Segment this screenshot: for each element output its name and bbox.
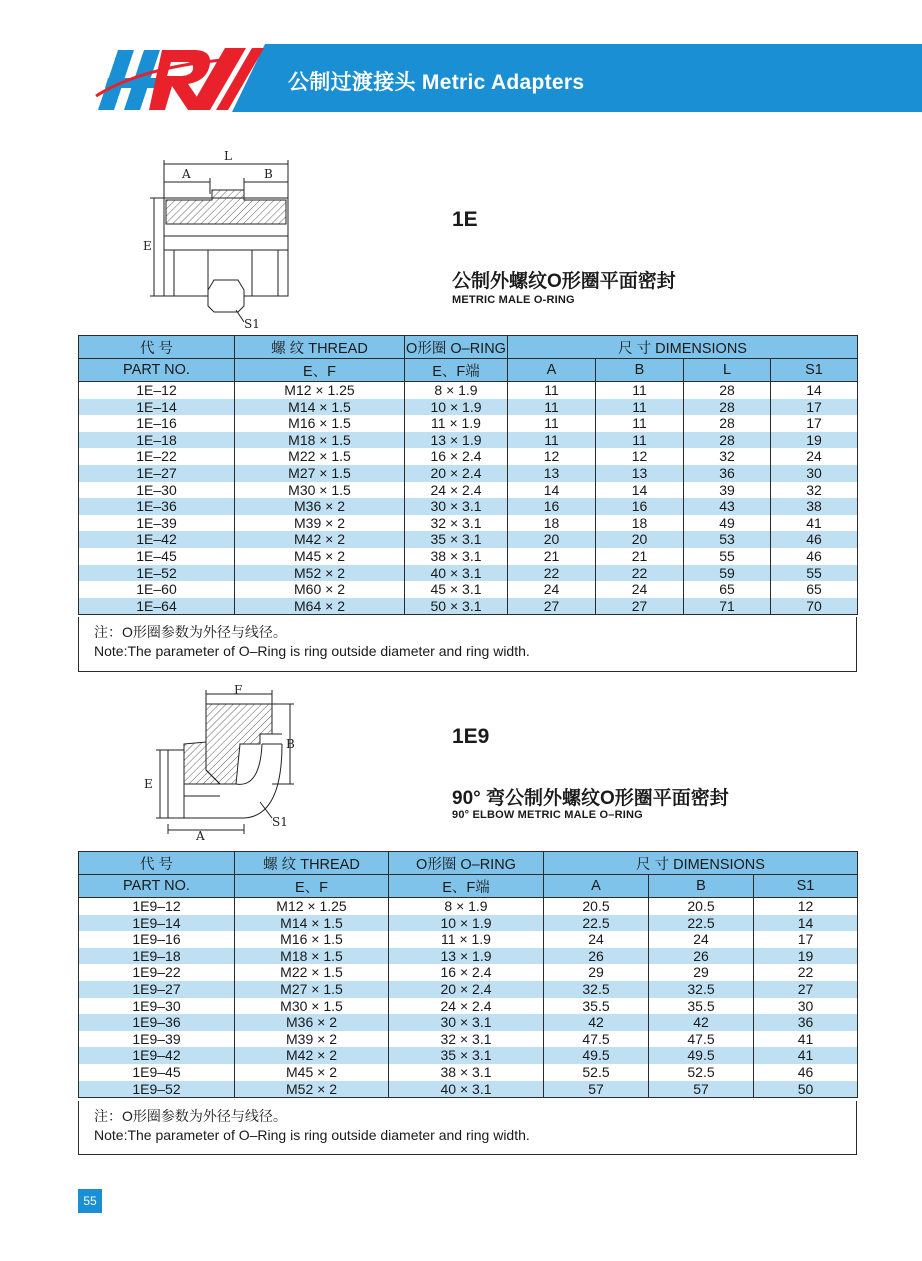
table-cell: 36 [684, 465, 771, 482]
table-cell: 27 [508, 598, 596, 615]
table-cell: 20.5 [544, 898, 649, 915]
table-row [79, 981, 858, 998]
table-cell: 1E–30 [79, 482, 235, 499]
table-cell: 32 [771, 482, 858, 499]
table-row [79, 498, 858, 515]
table-cell: 29 [649, 964, 754, 981]
table-cell: 42 [649, 1014, 754, 1031]
table-cell: 35.5 [544, 998, 649, 1015]
table-cell: 32 × 3.1 [405, 515, 508, 532]
table-cell: 8 × 1.9 [405, 382, 508, 399]
table-cell: M52 × 2 [235, 565, 405, 582]
dim-label-s1: S1 [272, 815, 288, 829]
table-cell: 13 × 1.9 [389, 948, 544, 965]
dim-label-b: B [286, 737, 295, 751]
note-cn-1e: 注：O形圈参数为外径与线径。 [94, 624, 287, 640]
note-en-1e9: Note:The parameter of O–Ring is ring outside diameter and ring width. [94, 1127, 530, 1143]
table-cell: 57 [544, 1081, 649, 1098]
spec-table-1e [78, 335, 858, 615]
table-cell: M45 × 2 [235, 548, 405, 565]
table-cell: 41 [771, 515, 858, 532]
col-header-b: B [649, 875, 754, 898]
table-row [79, 515, 858, 532]
table-cell: 40 × 3.1 [389, 1081, 544, 1098]
table-cell: M36 × 2 [235, 498, 405, 515]
table-cell: 26 [649, 948, 754, 965]
col-header-code: 代 号 [79, 336, 235, 359]
table-cell: M16 × 1.5 [235, 931, 389, 948]
table-row [79, 1031, 858, 1048]
table-cell: 16 [596, 498, 684, 515]
table-cell: 27 [754, 981, 858, 998]
product-name-en-1e: METRIC MALE O-RING [452, 294, 575, 306]
col-header-a: A [544, 875, 649, 898]
table-cell: 47.5 [544, 1031, 649, 1048]
table-cell: 28 [684, 399, 771, 416]
table-cell: 13 × 1.9 [405, 432, 508, 449]
table-cell: 1E–16 [79, 415, 235, 432]
table-row [79, 581, 858, 598]
table-cell: 52.5 [544, 1064, 649, 1081]
table-cell: M39 × 2 [235, 515, 405, 532]
table-cell: 27 [596, 598, 684, 615]
table-cell: 43 [684, 498, 771, 515]
table-cell: 49 [684, 515, 771, 532]
table-cell: M18 × 1.5 [235, 948, 389, 965]
table-cell: 12 [596, 448, 684, 465]
table-cell: 55 [771, 565, 858, 582]
col-header-b: B [596, 359, 684, 382]
table-cell: 50 [754, 1081, 858, 1098]
table-cell: 30 × 3.1 [405, 498, 508, 515]
table-cell: 11 × 1.9 [389, 931, 544, 948]
table-cell: 8 × 1.9 [389, 898, 544, 915]
table-row [79, 915, 858, 932]
table-cell: 14 [596, 482, 684, 499]
col-header-dimensions: 尺 寸 DIMENSIONS [544, 852, 858, 875]
table-cell: 70 [771, 598, 858, 615]
table-cell: 1E–39 [79, 515, 235, 532]
col-header-ef: E、F [235, 875, 389, 898]
col-header-code: 代 号 [79, 852, 235, 875]
table-cell: 1E9–12 [79, 898, 235, 915]
table-row [79, 998, 858, 1015]
table-cell: 14 [771, 382, 858, 399]
table-cell: 17 [754, 931, 858, 948]
table-cell: 45 × 3.1 [405, 581, 508, 598]
col-header-part-no: PART NO. [79, 359, 235, 382]
table-cell: M52 × 2 [235, 1081, 389, 1098]
table-row [79, 432, 858, 449]
table-cell: M14 × 1.5 [235, 915, 389, 932]
table-cell: 1E9–16 [79, 931, 235, 948]
table-cell: 40 × 3.1 [405, 565, 508, 582]
table-cell: 1E–12 [79, 382, 235, 399]
table-cell: 1E–60 [79, 581, 235, 598]
col-header-oring: O形圈 O–RING [405, 336, 508, 359]
table-cell: 11 [508, 432, 596, 449]
table-cell: M42 × 2 [235, 1047, 389, 1064]
table-cell: 14 [754, 915, 858, 932]
table-cell: 28 [684, 382, 771, 399]
table-cell: 1E9–42 [79, 1047, 235, 1064]
col-header-ef-end: E、F端 [389, 875, 544, 898]
table-row [79, 1014, 858, 1031]
table-cell: 46 [771, 531, 858, 548]
table-cell: 11 [508, 415, 596, 432]
dim-label-e: E [143, 239, 152, 253]
table-cell: 22.5 [649, 915, 754, 932]
table-cell: 47.5 [649, 1031, 754, 1048]
dim-label-l: L [224, 150, 232, 163]
table-cell: M22 × 1.5 [235, 448, 405, 465]
dim-label-s1: S1 [244, 317, 260, 331]
table-cell: 53 [684, 531, 771, 548]
table-cell: 24 × 2.4 [389, 998, 544, 1015]
table-cell: 52.5 [649, 1064, 754, 1081]
table-row [79, 898, 858, 915]
table-cell: 41 [754, 1047, 858, 1064]
table-cell: 65 [684, 581, 771, 598]
table-cell: 26 [544, 948, 649, 965]
table-cell: 24 [649, 931, 754, 948]
product-name-en-1e9: 90° ELBOW METRIC MALE O–RING [452, 809, 643, 821]
table-cell: 1E–36 [79, 498, 235, 515]
table-cell: 1E–42 [79, 531, 235, 548]
table-cell: 59 [684, 565, 771, 582]
table-cell: 24 [544, 931, 649, 948]
table-row [79, 415, 858, 432]
table-row [79, 964, 858, 981]
table-row [79, 548, 858, 565]
table-cell: 1E9–22 [79, 964, 235, 981]
table-cell: 55 [684, 548, 771, 565]
table-cell: M12 × 1.25 [235, 898, 389, 915]
table-cell: 13 [596, 465, 684, 482]
table-cell: 32 [684, 448, 771, 465]
table-cell: 16 [508, 498, 596, 515]
dim-label-a: A [182, 167, 191, 181]
table-cell: 22 [596, 565, 684, 582]
fitting-1e-drawing [140, 150, 310, 332]
table-cell: 30 × 3.1 [389, 1014, 544, 1031]
note-en-1e: Note:The parameter of O–Ring is ring outside diameter and ring width. [94, 643, 530, 659]
table-cell: 1E–52 [79, 565, 235, 582]
table-cell: 39 [684, 482, 771, 499]
table-cell: M22 × 1.5 [235, 964, 389, 981]
table-cell: 10 × 1.9 [389, 915, 544, 932]
table-row [79, 1081, 858, 1098]
col-header-ef: E、F [235, 359, 405, 382]
table-cell: M27 × 1.5 [235, 981, 389, 998]
col-header-s1: S1 [771, 359, 858, 382]
table-cell: M16 × 1.5 [235, 415, 405, 432]
table-cell: M36 × 2 [235, 1014, 389, 1031]
table-cell: M14 × 1.5 [235, 399, 405, 416]
table-cell: 21 [508, 548, 596, 565]
table-cell: 50 × 3.1 [405, 598, 508, 615]
fitting-1e9-drawing [140, 684, 310, 842]
table-cell: 11 [596, 432, 684, 449]
table-cell: 57 [649, 1081, 754, 1098]
col-header-thread: 螺 纹 THREAD [235, 852, 389, 875]
table-cell: 32.5 [649, 981, 754, 998]
table-cell: 11 [508, 382, 596, 399]
product-name-cn-1e9: 90° 弯公制外螺纹O形圈平面密封 [452, 788, 729, 809]
table-cell: M12 × 1.25 [235, 382, 405, 399]
col-header-oring: O形圈 O–RING [389, 852, 544, 875]
table-cell: 12 [754, 898, 858, 915]
table-cell: M27 × 1.5 [235, 465, 405, 482]
table-cell: 32.5 [544, 981, 649, 998]
table-row [79, 382, 858, 399]
table-cell: 30 [771, 465, 858, 482]
table-cell: 28 [684, 415, 771, 432]
product-name-cn-1e: 公制外螺纹O形圈平面密封 [452, 271, 676, 292]
table-cell: 1E–22 [79, 448, 235, 465]
table-cell: 1E9–27 [79, 981, 235, 998]
dim-label-e: E [144, 777, 153, 791]
table-cell: 28 [684, 432, 771, 449]
table-cell: 24 [508, 581, 596, 598]
col-header-s1: S1 [754, 875, 858, 898]
col-header-l: L [684, 359, 771, 382]
table-cell: 38 × 3.1 [405, 548, 508, 565]
table-cell: 16 × 2.4 [389, 964, 544, 981]
table-cell: 24 [596, 581, 684, 598]
dim-label-f: F [234, 684, 243, 697]
table-cell: 1E9–14 [79, 915, 235, 932]
table-cell: M30 × 1.5 [235, 482, 405, 499]
table-cell: 19 [771, 432, 858, 449]
table-cell: 1E9–18 [79, 948, 235, 965]
table-row [79, 531, 858, 548]
table-cell: 38 [771, 498, 858, 515]
table-cell: 1E9–30 [79, 998, 235, 1015]
table-cell: 46 [771, 548, 858, 565]
table-cell: 1E9–36 [79, 1014, 235, 1031]
table-cell: 11 [508, 399, 596, 416]
table-cell: 22 [508, 565, 596, 582]
table-cell: 41 [754, 1031, 858, 1048]
table-cell: 20 [508, 531, 596, 548]
table-cell: 38 × 3.1 [389, 1064, 544, 1081]
table-cell: 30 [754, 998, 858, 1015]
dim-label-a: A [196, 829, 205, 842]
table-body-1e [79, 382, 858, 615]
table-cell: M42 × 2 [235, 531, 405, 548]
table-cell: 11 [596, 399, 684, 416]
table-cell: 10 × 1.9 [405, 399, 508, 416]
table-cell: 49.5 [649, 1047, 754, 1064]
table-cell: 65 [771, 581, 858, 598]
table-row [79, 1064, 858, 1081]
table-row [79, 448, 858, 465]
table-row [79, 565, 858, 582]
note-cn-1e9: 注：O形圈参数为外径与线径。 [94, 1108, 287, 1124]
page-title: 公制过渡接头 Metric Adapters [288, 71, 585, 94]
table-cell: 24 × 2.4 [405, 482, 508, 499]
table-cell: 19 [754, 948, 858, 965]
table-cell: 11 [596, 415, 684, 432]
table-cell: 32 × 3.1 [389, 1031, 544, 1048]
table-row [79, 1047, 858, 1064]
note-box-1e9 [78, 1101, 857, 1155]
table-cell: 35.5 [649, 998, 754, 1015]
table-cell: 1E–18 [79, 432, 235, 449]
product-code-1e: 1E [452, 208, 478, 231]
table-cell: 1E–64 [79, 598, 235, 615]
table-cell: 13 [508, 465, 596, 482]
table-cell: 20 × 2.4 [389, 981, 544, 998]
table-cell: 71 [684, 598, 771, 615]
table-cell: 49.5 [544, 1047, 649, 1064]
table-cell: 20 × 2.4 [405, 465, 508, 482]
table-cell: 20 [596, 531, 684, 548]
table-cell: M39 × 2 [235, 1031, 389, 1048]
table-cell: 35 × 3.1 [405, 531, 508, 548]
table-row [79, 465, 858, 482]
table-cell: 17 [771, 415, 858, 432]
table-cell: 1E9–39 [79, 1031, 235, 1048]
col-header-dimensions: 尺 寸 DIMENSIONS [508, 336, 858, 359]
col-header-ef-end: E、F端 [405, 359, 508, 382]
table-cell: 16 × 2.4 [405, 448, 508, 465]
table-cell: 46 [754, 1064, 858, 1081]
table-cell: 42 [544, 1014, 649, 1031]
table-cell: 22 [754, 964, 858, 981]
col-header-part-no: PART NO. [79, 875, 235, 898]
table-cell: 1E9–45 [79, 1064, 235, 1081]
table-cell: M64 × 2 [235, 598, 405, 615]
table-cell: 1E–14 [79, 399, 235, 416]
dim-label-b: B [264, 167, 273, 181]
table-cell: M45 × 2 [235, 1064, 389, 1081]
table-cell: 12 [508, 448, 596, 465]
table-row [79, 948, 858, 965]
table-body-1e9 [79, 898, 858, 1098]
table-cell: 20.5 [649, 898, 754, 915]
table-cell: 14 [508, 482, 596, 499]
table-cell: M30 × 1.5 [235, 998, 389, 1015]
table-cell: 18 [596, 515, 684, 532]
table-cell: M18 × 1.5 [235, 432, 405, 449]
table-cell: 21 [596, 548, 684, 565]
table-cell: 18 [508, 515, 596, 532]
table-cell: 11 × 1.9 [405, 415, 508, 432]
table-row [79, 399, 858, 416]
table-cell: 29 [544, 964, 649, 981]
table-cell: 1E–45 [79, 548, 235, 565]
table-cell: 36 [754, 1014, 858, 1031]
table-row [79, 598, 858, 615]
table-cell: 1E–27 [79, 465, 235, 482]
table-cell: 1E9–52 [79, 1081, 235, 1098]
note-box-1e [78, 617, 857, 672]
table-cell: 11 [596, 382, 684, 399]
product-code-1e9: 1E9 [452, 725, 490, 748]
table-cell: 24 [771, 448, 858, 465]
page-number: 55 [78, 1189, 102, 1213]
table-cell: 17 [771, 399, 858, 416]
table-cell: 22.5 [544, 915, 649, 932]
col-header-thread: 螺 纹 THREAD [235, 336, 405, 359]
col-header-a: A [508, 359, 596, 382]
table-row [79, 482, 858, 499]
table-cell: M60 × 2 [235, 581, 405, 598]
table-row [79, 931, 858, 948]
table-cell: 35 × 3.1 [389, 1047, 544, 1064]
spec-table-1e9 [78, 851, 858, 1098]
